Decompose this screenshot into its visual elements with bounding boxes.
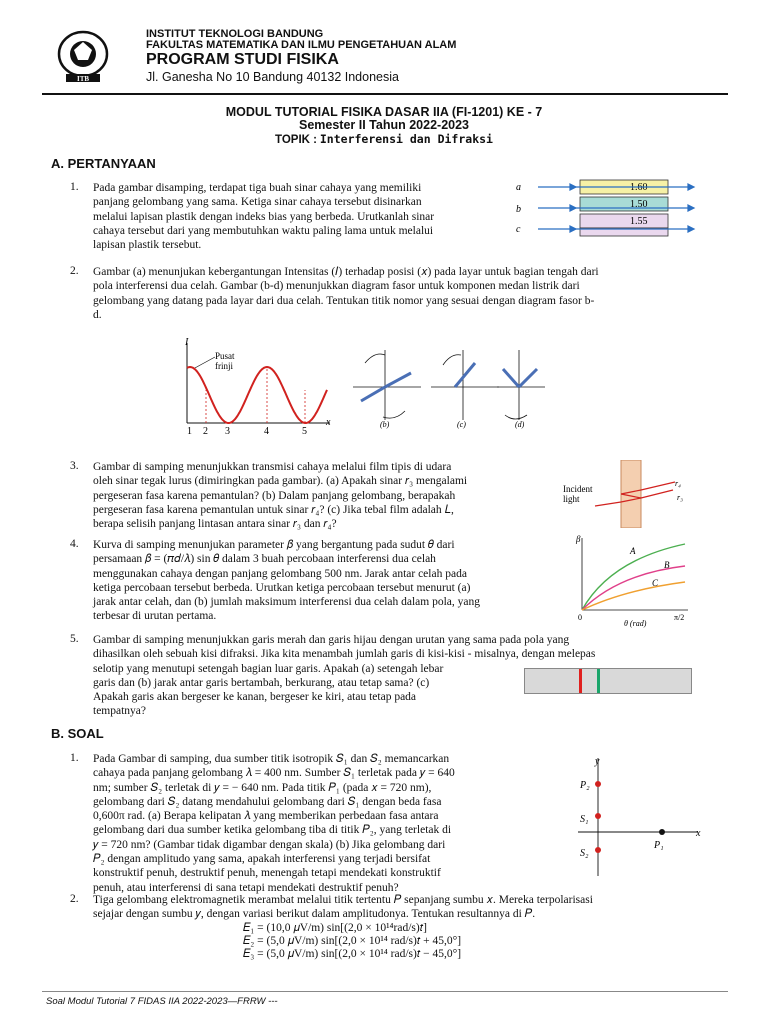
q4-text: Kurva di samping menunjukan parameter 𝛽 yang bergantung pada sudut 𝜃 dari persamaan 𝛽 = (𝜋𝑑/𝜆) sin 𝜃 dalam 3 buah percobaan interferensi dua celah menggunakan cahaya dengan panjang gelombang 500 nm. Jarak antar celah pada ketiga percobaan tersebut berbeda. Urutkan ketiga percobaan tersebut menurut (a) jarak antar celah, dan (b) jumlah maksimum interferensi dua celah dalam pola, yang terbesar di urutan pertama. (93, 539, 481, 623)
s2-equations (243, 922, 461, 961)
phasor-b (353, 350, 421, 420)
section-a-heading: A. PERTANYAAN (51, 156, 156, 171)
svg-text:θ (rad): θ (rad) (624, 619, 647, 628)
svg-text:P₂: P₂ (580, 780, 590, 791)
s1-text: Pada Gambar di samping, dua sumber titik isotropik 𝑆₁ dan 𝑆₂ memancarkan cahaya pada panjang gelombang 𝜆 = 400 nm. Sumber 𝑆₁ terletak pada 𝑦 = 640 nm; sumber 𝑆₂ terletak di 𝑦 = − 640 nm. Pada titik 𝑃₁ (pada 𝑥 = 720 nm), gelombang dari 𝑆₂ datang mendahului gelombang dari 𝑆₁ dengan beda fasa 0,600π rad. (a) Berapa kelipatan 𝜆 yang memberikan perbedaan fasa antara gelombang dari dua sumber ketika gelombang tiba di titik 𝑃₂, yang terletak di 𝑦 = 720 nm? (Gambar tidak digambar dengan skala) (b) Jika gelombang dari 𝑃₂ dengan amplitudo yang sama, apakah interferensi yang terjadi bersifat konstruktif penuh, destruktif penuh, menengah tetapi mendekati konstruktif penuh, atau interferensi di sana tetapi mendekati destruktif penuh? (93, 753, 455, 894)
svg-text:1.60: 1.60 (630, 182, 648, 193)
svg-text:y: y (595, 756, 600, 767)
svg-text:1.55: 1.55 (630, 216, 648, 227)
svg-text:(b): (b) (380, 420, 390, 429)
institute-name: INSTITUT TEKNOLOGI BANDUNG (146, 28, 324, 40)
red-line (579, 669, 582, 693)
svg-text:3: 3 (225, 426, 230, 437)
svg-text:2: 2 (203, 426, 208, 437)
svg-text:b: b (516, 204, 521, 215)
q3-number: 3. (70, 460, 79, 472)
svg-text:x: x (696, 828, 701, 839)
s2-text: Tiga gelombang elektromagnetik merambat melalui titik tertentu 𝑃 sepanjang sumbu 𝑥. Mereka terpolarisasi sejajar dengan sumbu 𝑦, dengan variasi berikut dalam amplitudonya. Tentukan resultannya di 𝑃. (93, 894, 593, 921)
s2-number: 2. (70, 893, 79, 905)
phasor-c (431, 350, 499, 420)
q4-beta-figure (570, 532, 700, 628)
q1-layers-figure (510, 176, 700, 240)
semester: Semester II Tahun 2022-2023 (299, 118, 469, 132)
svg-text:a: a (516, 182, 521, 193)
topic-value: Interferensi dan Difraksi (319, 132, 493, 146)
footer-text: Soal Modul Tutorial 7 FIDAS IIA 2022-2023—FRRW --- (46, 996, 278, 1007)
svg-text:r₄: r₄ (675, 479, 681, 488)
svg-text:B: B (664, 560, 670, 570)
svg-text:P₁: P₁ (654, 840, 664, 851)
q2-number: 2. (70, 265, 79, 277)
svg-text:S₂: S₂ (580, 848, 589, 859)
q1-number: 1. (70, 181, 79, 193)
equation-e3: 𝐸₃ = (5,0 𝜇V/m) sin[(2,0 × 10¹⁴ rad/s)𝑡 − 45,0°] (243, 948, 462, 960)
q5-grating-lines-figure (524, 668, 692, 694)
topic-label: TOPIK : (275, 134, 317, 146)
s1-sources-figure (570, 752, 710, 882)
q3-thin-film-figure (555, 460, 705, 528)
q2-intensity-figure (175, 335, 545, 440)
pusat-frinji-label: Pusat frinji (215, 351, 235, 371)
svg-text:S₁: S₁ (580, 814, 589, 825)
svg-text:β: β (576, 534, 581, 544)
program-name: PROGRAM STUDI FISIKA (146, 51, 339, 68)
faculty-name: FAKULTAS MATEMATIKA DAN ILMU PENGETAHUAN ALAM (146, 39, 457, 51)
svg-text:I: I (185, 337, 189, 348)
q1-text: Pada gambar disamping, terdapat tiga buah sinar cahaya yang memiliki panjang gelombang yang sama. Ketiga sinar cahaya tersebut disinarkan melalui lapisan plastik dengan indeks bias yang berbeda. Urutkanlah sinar cahaya tersebut dari yang membutuhkan waktu paling lama untuk melalui lapisan plastik tersebut. (93, 182, 435, 252)
svg-text:π/2: π/2 (674, 613, 685, 622)
svg-text:Incidentlight: Incident light (563, 484, 593, 504)
svg-text:(c): (c) (457, 420, 466, 429)
svg-text:x: x (326, 417, 331, 428)
svg-text:1.50: 1.50 (630, 199, 648, 210)
svg-text:1: 1 (187, 426, 192, 437)
svg-text:5: 5 (302, 426, 307, 437)
svg-text:A: A (630, 546, 636, 556)
s1-number: 1. (70, 752, 79, 764)
topic (0, 132, 768, 146)
q2-text: Gambar (a) menunjukan kebergantungan Intensitas (𝐼) terhadap posisi (𝑥) pada layar untuk bagian tengah dari pola interferensi dua celah. Gambar (b-d) menunjukkan diagram fasor untuk komponen medan listrik dari gelombang yang datang pada layar dari dua celah. Tentukan titik nomor yang sesuai dengan diagram fasor b- d. (93, 266, 599, 321)
green-line (597, 669, 600, 693)
svg-text:4: 4 (264, 426, 269, 437)
logo-text: ITB (76, 75, 90, 83)
module-title: MODUL TUTORIAL FISIKA DASAR IIA (FI-1201) KE - 7 (225, 105, 543, 119)
header-divider (42, 93, 728, 95)
svg-text:(d): (d) (515, 420, 525, 429)
section-b-heading: B. SOAL (51, 726, 104, 741)
q4-number: 4. (70, 538, 79, 550)
q3-text: Gambar di samping menunjukkan transmisi cahaya melalui film tipis di udara oleh sinar tegak lurus (dimiringkan pada gambar). (a) Apakah sinar 𝑟₃ mengalami pergeseran fasa karena pemantulan? (b) Dalam panjang gelombang, berapakah pergeseran fasa karena pemantulan untuk sinar 𝑟₄? (c) Jika tebal film adalah 𝐿, berapa selisih panjang lintasan antara sinar 𝑟₃ dan 𝑟₄? (93, 461, 468, 531)
q5-number: 5. (70, 633, 79, 645)
address: Jl. Ganesha No 10 Bandung 40132 Indonesia (146, 70, 399, 84)
svg-text:C: C (652, 578, 659, 588)
svg-text:r₃: r₃ (677, 493, 683, 502)
equation-e1: 𝐸₁ = (10,0 𝜇V/m) sin[(2,0 × 10¹⁴rad/s)𝑡] (243, 922, 428, 934)
phasor-d (497, 350, 545, 420)
itb-logo (44, 28, 122, 86)
equation-e2: 𝐸₂ = (5,0 𝜇V/m) sin[(2,0 × 10¹⁴ rad/s)𝑡 + 45,0°] (243, 935, 462, 947)
svg-text:c: c (516, 224, 521, 235)
q5-text: Gambar di samping menunjukkan garis merah dan garis hijau dengan urutan yang sama pada pola yang dihasilkan oleh sebuah kisi difraksi. Jika kita menambah jumlah garis di kisi-kisi - misalnya, dengan melepas selotip yang menutupi setengah bagian luar garis. Apakah (a) setengah lebar garis dan (b) jarak antar garis bertambah, berkurang, atau tetap sama? (c) Apakah garis akan bergeser ke kanan, bergeser ke kiri, atau tetap pada tempatnya? (93, 634, 596, 718)
footer-divider (42, 991, 728, 992)
svg-text:0: 0 (578, 613, 582, 622)
